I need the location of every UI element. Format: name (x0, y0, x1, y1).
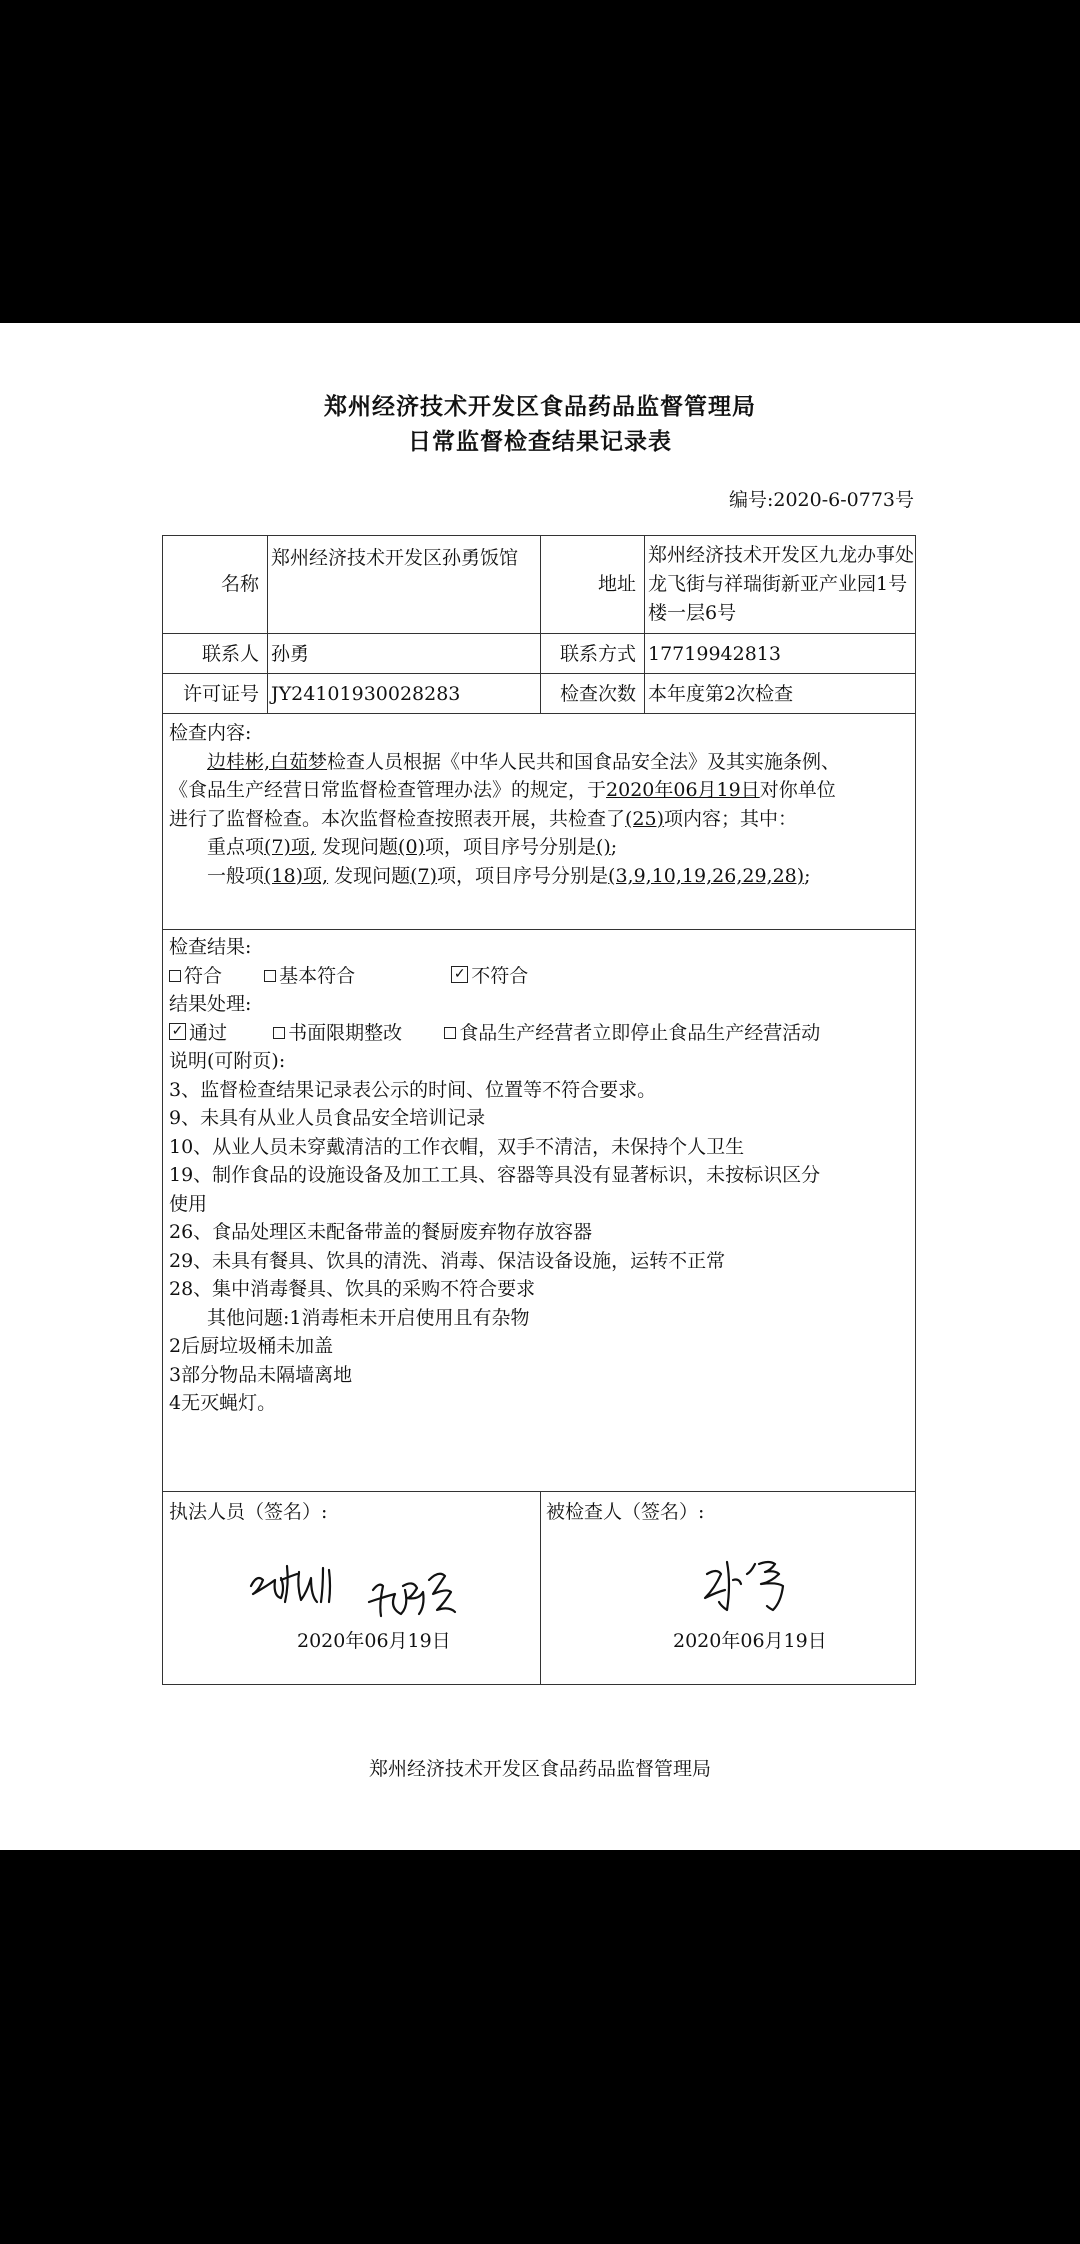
finding-item: 其他问题:1消毒柜未开启使用且有杂物 (169, 1306, 530, 1329)
inspection-date: 2020年06月19日 (606, 779, 760, 801)
content-text: 对你单位 (759, 779, 836, 801)
inspection-content (169, 719, 911, 890)
phone-label: 联系方式 (559, 643, 636, 665)
contact-label: 联系人 (201, 643, 259, 665)
content-text: 检查人员根据《中华人民共和国食品安全法》及其实施条例、 (327, 750, 841, 773)
content-text: 一般项 (207, 864, 265, 887)
result-section (169, 933, 911, 1418)
handling-heading: 结果处理: (169, 993, 252, 1015)
row-divider (163, 929, 915, 930)
inspection-record-table (162, 535, 916, 1685)
key-items-list: () (595, 836, 611, 858)
general-items-found: (7) (410, 864, 438, 887)
content-text: 项，项目序号分别是 (437, 864, 609, 887)
content-line-3 (169, 805, 911, 834)
finding-item: 26、食品处理区未配备带盖的餐厨废弃物存放容器 (169, 1221, 593, 1243)
general-items-line (169, 862, 911, 891)
result-option-conform: 符合 (184, 964, 223, 987)
handling-option-pass: 通过 (189, 1021, 228, 1044)
finding-item: 3、监督检查结果记录表公示的时间、位置等不符合要求。 (169, 1078, 657, 1101)
checkbox-checked-icon: ✓ (451, 966, 468, 983)
name-label: 名称 (220, 573, 259, 595)
checkbox-unchecked-icon (264, 970, 276, 982)
content-text: 发现问题 (315, 836, 399, 858)
content-line-2 (169, 776, 911, 805)
inspector-names: 边桂彬,白茹梦 (207, 750, 328, 773)
checkbox-unchecked-icon (169, 970, 181, 982)
checkbox-unchecked-icon (273, 1027, 285, 1039)
contact-value: 孙勇 (271, 643, 310, 665)
inspect-count-label: 检查次数 (559, 683, 636, 705)
name-value: 郑州经济技术开发区孙勇饭馆 (271, 547, 519, 569)
finding-item: 29、未具有餐具、饮具的清洗、消毒、保洁设备设施，运转不正常 (169, 1249, 726, 1272)
handling-option-rectify: 书面限期整改 (288, 1021, 403, 1044)
license-label: 许可证号 (182, 683, 259, 705)
footer-agency: 郑州经济技术开发区食品药品监督管理局 (368, 1758, 711, 1780)
content-line-1 (169, 748, 911, 777)
key-items-line (169, 833, 911, 862)
phone-value: 17719942813 (648, 643, 781, 665)
finding-item: 9、未具有从业人员食品安全培训记录 (169, 1107, 486, 1129)
result-option-basic-conform: 基本符合 (279, 964, 356, 987)
handling-options (169, 1019, 911, 1048)
content-heading: 检查内容: (169, 722, 252, 744)
document-page (0, 323, 1080, 1850)
key-items-count: (7)项, (264, 836, 316, 858)
finding-item: 28、集中消毒餐具、饮具的采购不符合要求 (169, 1278, 536, 1300)
content-text: 项内容；其中： (664, 807, 798, 830)
col-divider (644, 536, 645, 713)
content-text: 发现问题 (328, 864, 411, 887)
inspected-sign-date: 2020年06月19日 (673, 1630, 827, 1652)
note-heading: 说明(可附页): (169, 1050, 286, 1072)
document-subtitle: 日常监督检查结果记录表 (408, 428, 672, 455)
result-option-nonconform: 不符合 (471, 964, 529, 987)
inspected-signature-image (693, 1546, 833, 1626)
finding-item: 2后厨垃圾桶未加盖 (169, 1335, 334, 1357)
content-text: 《食品生产经营日常监督检查管理办法》的规定，于 (169, 779, 607, 801)
document-title: 郑州经济技术开发区食品药品监督管理局 (324, 393, 756, 420)
finding-item: 19、制作食品的设施设备及加工工具、容器等具没有显著标识，未按标识区分 (169, 1164, 821, 1186)
content-text: ; (610, 836, 618, 858)
col-divider (540, 1491, 541, 1685)
officer-signature-image (243, 1546, 503, 1626)
content-text: 进行了监督检查。本次监督检查按照表开展，共检查了 (169, 807, 626, 830)
finding-item: 4无灭蝇灯。 (169, 1392, 277, 1414)
general-items-count: (18)项, (264, 864, 329, 887)
officer-signature-label: 执法人员（签名）: (169, 1501, 328, 1523)
handling-option-stop: 食品生产经营者立即停止食品生产经营活动 (459, 1021, 821, 1044)
address-label: 地址 (597, 573, 636, 595)
license-value: JY24101930028283 (271, 683, 461, 705)
row-divider (163, 673, 915, 674)
result-heading: 检查结果: (169, 936, 252, 958)
inspected-signature-label: 被检查人（签名）: (546, 1501, 705, 1523)
total-items: (25) (625, 807, 665, 830)
row-divider (163, 633, 915, 634)
inspect-count-value: 本年度第2次检查 (648, 683, 794, 705)
finding-item: 3部分物品未隔墙离地 (169, 1363, 353, 1386)
checkbox-unchecked-icon (444, 1027, 456, 1039)
content-text: ; (804, 864, 811, 887)
key-items-found: (0) (398, 836, 425, 858)
result-options (169, 962, 911, 991)
document-number: 编号:2020-6-0773号 (728, 489, 914, 511)
content-text: 重点项 (207, 836, 265, 858)
content-text: 项，项目序号分别是 (424, 836, 596, 858)
finding-item: 使用 (169, 1192, 208, 1215)
finding-item: 10、从业人员未穿戴清洁的工作衣帽，双手不清洁，未保持个人卫生 (169, 1135, 745, 1158)
address-value: 郑州经济技术开发区九龙办事处龙飞街与祥瑞街新亚产业园1号楼一层6号 (648, 544, 915, 624)
general-items-list: (3,9,10,19,26,29,28) (608, 864, 805, 887)
row-divider (163, 1491, 915, 1492)
col-divider (267, 536, 268, 713)
officer-sign-date: 2020年06月19日 (297, 1630, 451, 1652)
checkbox-checked-icon: ✓ (169, 1023, 186, 1040)
row-divider (163, 713, 915, 714)
